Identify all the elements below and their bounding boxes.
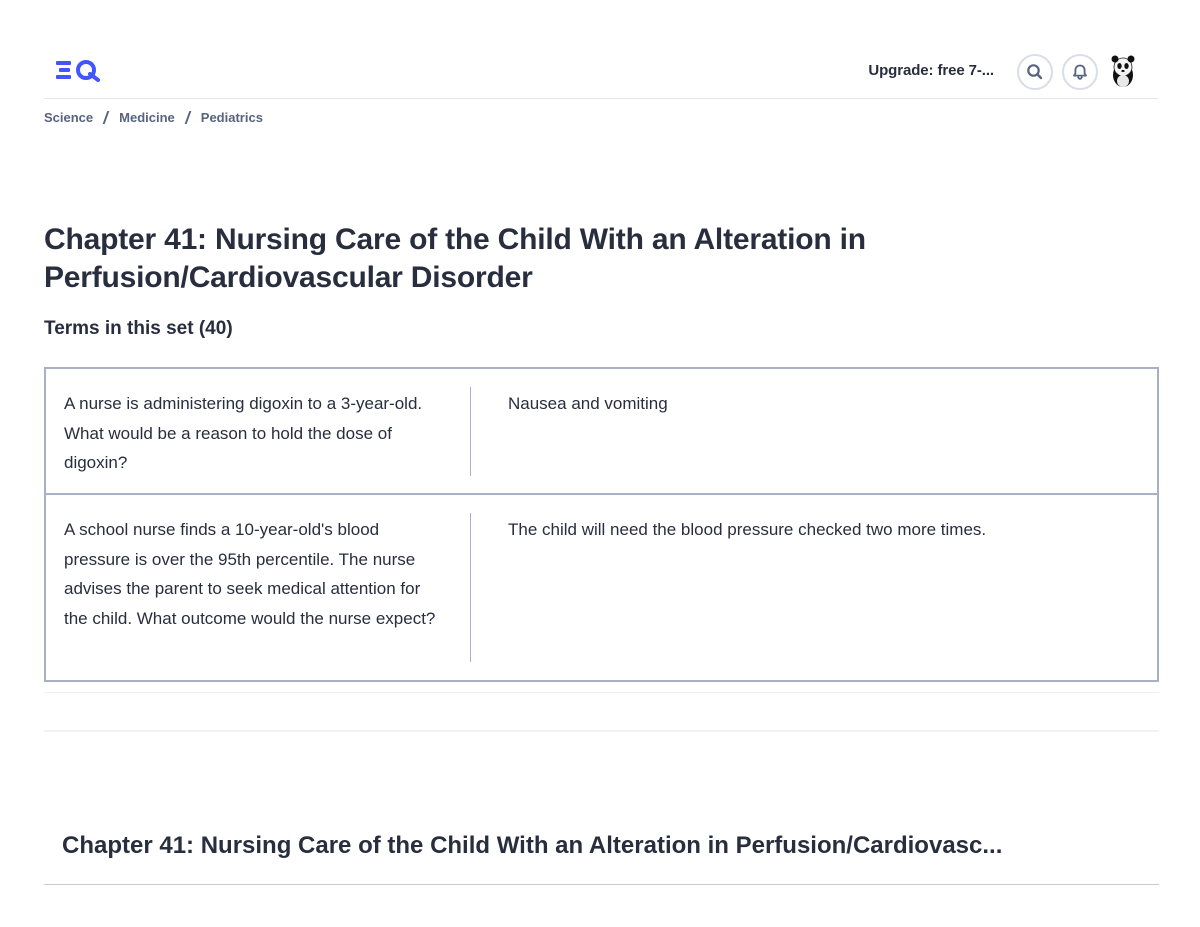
- breadcrumb-separator: [103, 111, 110, 124]
- term-card: [44, 493, 1159, 682]
- top-nav: [44, 46, 1158, 99]
- section-divider: [44, 692, 1159, 693]
- section-divider: [44, 730, 1159, 732]
- breadcrumb-item-medicine[interactable]: Medicine: [119, 110, 175, 125]
- definition-text: Nausea and vomiting: [508, 394, 668, 413]
- definition-text: The child will need the blood pressure checked two more times.: [508, 520, 987, 539]
- set-title-footer[interactable]: Chapter 41: Nursing Care of the Child With an Alteration in Perfusion/Cardiovasc...: [62, 832, 1003, 859]
- search-icon: [1026, 63, 1044, 81]
- avatar[interactable]: [1108, 53, 1138, 89]
- breadcrumb: [44, 110, 263, 125]
- quizlet-logo-icon[interactable]: [55, 56, 103, 84]
- bell-icon: [1071, 63, 1089, 81]
- page-title: Chapter 41: Nursing Care of the Child With an Alteration in Perfusion/Cardiovascular Disorder: [44, 223, 866, 294]
- upgrade-link[interactable]: Upgrade: free 7-...: [868, 62, 994, 79]
- breadcrumb-item-pediatrics[interactable]: Pediatrics: [200, 110, 263, 125]
- breadcrumb-item-science[interactable]: Science: [44, 110, 94, 125]
- term-text: A school nurse finds a 10-year-old's blood pressure is over the 95th percentile. The nurse advises the parent to seek medical attention for the child. What outcome would the nurse expect?: [64, 520, 436, 628]
- breadcrumb-separator: [184, 111, 191, 124]
- section-divider: [44, 884, 1159, 885]
- card-divider: [470, 387, 471, 476]
- card-divider: [470, 513, 471, 662]
- terms-heading: Terms in this set (40): [44, 318, 233, 339]
- term-text: A nurse is administering digoxin to a 3-year-old. What would be a reason to hold the dose of digoxin?: [64, 394, 423, 472]
- term-card: [44, 367, 1159, 495]
- notifications-button[interactable]: [1062, 54, 1098, 90]
- search-button[interactable]: [1017, 54, 1053, 90]
